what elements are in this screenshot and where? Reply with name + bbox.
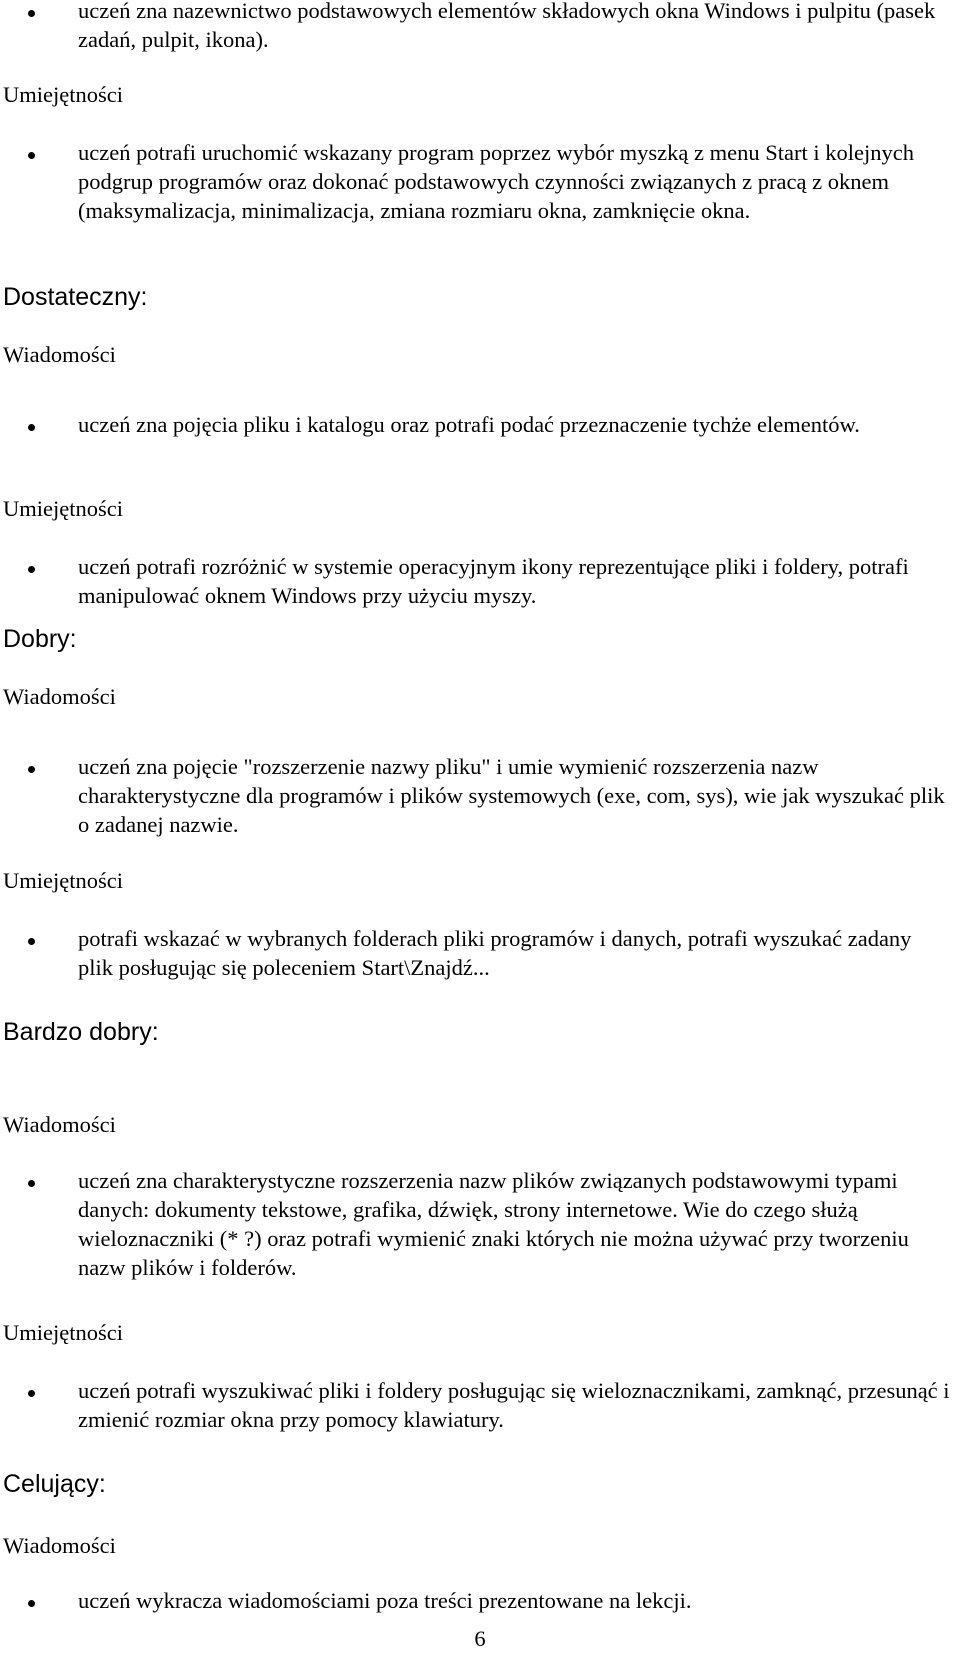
list-item: uczeń potrafi rozróżnić w systemie operacyjnym ikony reprezentujące pliki i foldery, potrafi manipulować oknem Windows przy użyciu myszy. [78, 554, 909, 608]
list-item: uczeń zna pojęcie "rozszerzenie nazwy pliku" i umie wymienić rozszerzenia nazw charakterystyczne dla programów i plików systemowych (exe, com, sys), wie jak wyszukać plik o zadanej nazwie. [78, 754, 945, 837]
bullet-icon [28, 152, 35, 159]
list-item: uczeń zna charakterystyczne rozszerzenia nazw plików związanych podstawowymi typami danych: dokumenty tekstowe, grafika, dźwięk, strony internetowe. Wie do czego służą wieloznaczniki (* ?) oraz potrafi wymienić znaki których nie można używać przy tworzeniu nazw plików i folderów. [78, 1168, 909, 1280]
section-label-wiadomosci: Wiadomości [3, 342, 116, 367]
bullet-icon [28, 10, 35, 17]
section-label-wiadomosci: Wiadomości [3, 684, 116, 709]
section-label-umiejetnosci: Umiejętności [3, 868, 123, 893]
list-item: potrafi wskazać w wybranych folderach pliki programów i danych, potrafi wyszukać zadany plik posługując się poleceniem Start\Znajdź... [78, 926, 912, 980]
list-item: uczeń potrafi wyszukiwać pliki i foldery posługując się wieloznacznikami, zamknąć, przesunąć i zmienić rozmiar okna przy pomocy klawiatury. [78, 1378, 950, 1432]
list-item: uczeń wykracza wiadomościami poza treści prezentowane na lekcji. [78, 1588, 692, 1613]
bullet-icon [28, 1600, 35, 1607]
section-label-umiejetnosci: Umiejętności [3, 496, 123, 521]
bullet-icon [28, 1180, 35, 1187]
list-item: uczeń zna nazewnictwo podstawowych elementów składowych okna Windows i pulpitu (pasek zadań, pulpit, ikona). [78, 0, 936, 52]
bullet-icon [28, 424, 35, 431]
grade-heading-dobry: Dobry: [3, 625, 77, 653]
bullet-icon [28, 938, 35, 945]
section-label-wiadomosci: Wiadomości [3, 1112, 116, 1137]
list-item: uczeń zna pojęcia pliku i katalogu oraz potrafi podać przeznaczenie tychże elementów. [78, 412, 860, 437]
grade-heading-bardzo-dobry: Bardzo dobry: [3, 1018, 159, 1046]
grade-heading-celujacy: Celujący: [3, 1470, 106, 1498]
page-number: 6 [474, 1626, 486, 1651]
bullet-icon [28, 1390, 35, 1397]
section-label-umiejetnosci: Umiejętności [3, 82, 123, 107]
bullet-icon [28, 766, 35, 773]
section-label-umiejetnosci: Umiejętności [3, 1320, 123, 1345]
bullet-icon [28, 566, 35, 573]
list-item: uczeń potrafi uruchomić wskazany program poprzez wybór myszką z menu Start i kolejnych podgrup programów oraz dokonać podstawowych czynności związanych z pracą z oknem (maksymalizacja, minimalizacja, zmiana rozmiaru okna, zamknięcie okna. [78, 140, 914, 223]
section-label-wiadomosci: Wiadomości [3, 1533, 116, 1558]
grade-heading-dostateczny: Dostateczny: [3, 283, 148, 311]
